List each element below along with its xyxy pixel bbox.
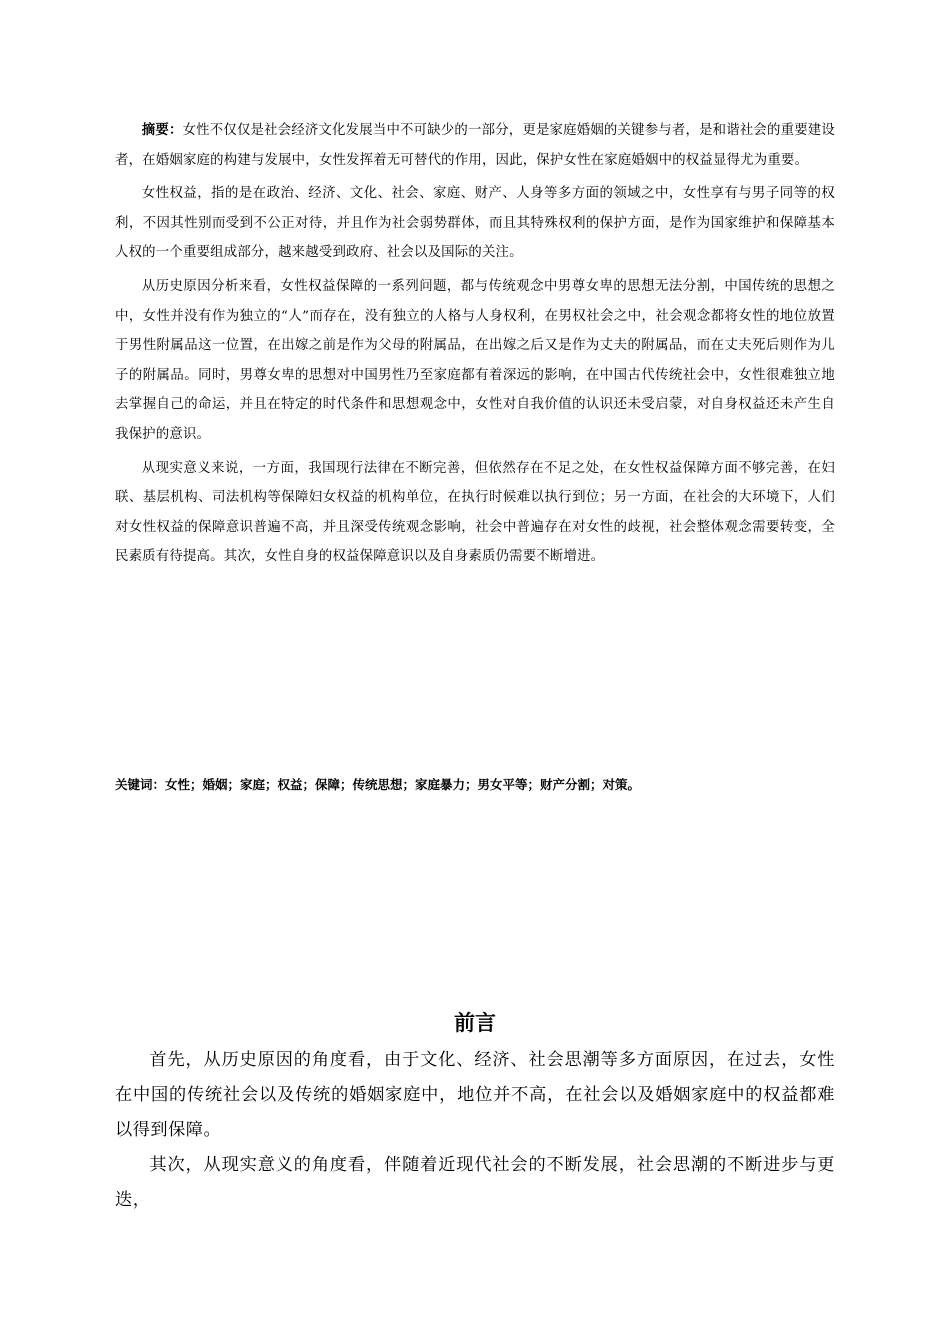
preface-paragraph: 其次，从现实意义的角度看，伴随着近现代社会的不断发展，社会思潮的不断进步与更迭， (115, 1155, 835, 1210)
abstract-paragraph (115, 116, 835, 175)
abstract-label: 摘要： (141, 122, 183, 138)
preface-paragraph: 首先，从历史原因的角度看，由于文化、经济、社会思潮等多方面原因，在过去，女性在中国的传统社会以及传统的婚姻家庭中，地位并不高，在社会以及婚姻家庭中的权益都难以得到保障。 (115, 1050, 835, 1140)
abstract-paragraph: 从历史原因分析来看，女性权益保障的一系列问题，都与传统观念中男尊女卑的思想无法分割，中国传统的思想之中，女性并没有作为独立的“人”而存在，没有独立的人格与人身权利，在男权社会之中，社会观念都将女性的地位放置于男性附属品这一位置，在出嫁之前是作为父母的附属品，在出嫁之后又是作为丈夫的附属品，而在丈夫死后则作为儿子的附属品。同时，男尊女卑的思想对中国男性乃至家庭都有着深远的影响，在中国古代传统社会中，女性很难独立地去掌握自己的命运，并且在特定的时代条件和思想观念中，女性对自我价值的认识还未受启蒙，对自身权益还未产生自我保护的意识。 (115, 278, 835, 442)
preface-heading: 前言 (454, 1011, 496, 1035)
preface-section (115, 1043, 835, 1218)
abstract-paragraph: 女性权益，指的是在政治、经济、文化、社会、家庭、财产、人身等多方面的领域之中，女性享有与男子同等的权利，不因其性别而受到不公正对待，并且作为社会弱势群体，而且其特殊权利的保护方面，是作为国家维护和保障基本人权的一个重要组成部分，越来越受到政府、社会以及国际的关注。 (115, 186, 835, 261)
abstract-text: 女性不仅仅是社会经济文化发展当中不可缺少的一部分，更是家庭婚姻的关键参与者，是和谐社会的重要建设者，在婚姻家庭的构建与发展中，女性发挥着无可替代的作用，因此，保护女性在家庭婚姻中的权益显得尤为重要。 (115, 123, 835, 168)
keywords-line: 关键词：女性；婚姻；家庭；权益；保障；传统思想；家庭暴力；男女平等；财产分割；对策。 (115, 777, 641, 792)
abstract-section (115, 116, 835, 576)
abstract-paragraph: 从现实意义来说，一方面，我国现行法律在不断完善，但依然存在不足之处，在女性权益保障方面不够完善，在妇联、基层机构、司法机构等保障妇女权益的机构单位，在执行时候难以执行到位；另一方面，在社会的大环境下，人们对女性权益的保障意识普遍不高，并且深受传统观念影响，社会中普遍存在对女性的歧视，社会整体观念需要转变，全民素质有待提高。其次，女性自身的权益保障意识以及自身素质仍需要不断增进。 (115, 460, 835, 565)
